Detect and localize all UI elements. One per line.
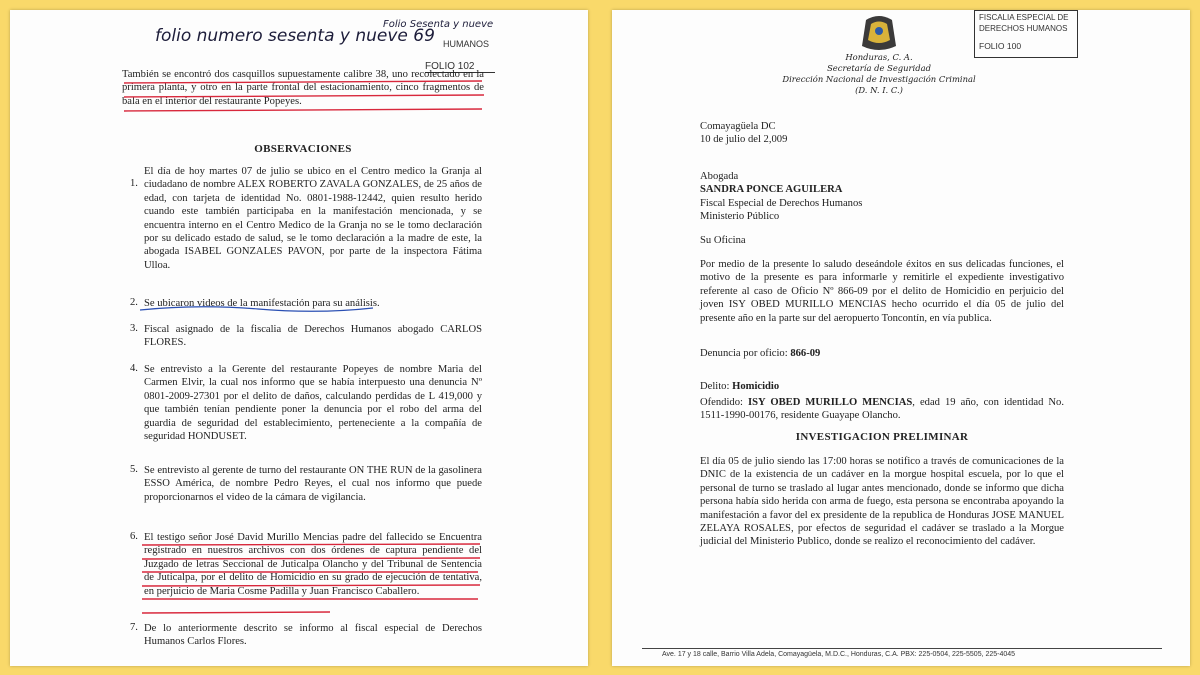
item-7-number: 7. [130, 622, 138, 633]
recipient-institution: Ministerio Público [700, 211, 780, 223]
recipient-name: SANDRA PONCE AGUILERA [700, 184, 843, 196]
item-2-number: 2. [130, 297, 138, 308]
item-4-number: 4. [130, 363, 138, 374]
right-document-page [612, 10, 1190, 666]
left-document-page [10, 10, 588, 666]
folio-stamp-line-1: Folio Sesenta y nueve [383, 19, 494, 30]
investigacion-heading: INVESTIGACION PRELIMINAR [795, 431, 969, 443]
item-6-underlines [140, 532, 485, 618]
item-6-number: 6. [130, 531, 138, 542]
recipient-position: Fiscal Especial de Derechos Humanos [700, 197, 863, 209]
coat-of-arms-icon [856, 10, 902, 52]
footer-rule [642, 648, 1162, 649]
recipient-block [700, 170, 1000, 224]
ofendido-details: , edad 19 año, con identidad No. 1511-1990-00176, residente Guayape Olancho. [700, 397, 1064, 422]
date-line: 10 de julio del 2,009 [700, 134, 788, 145]
handwritten-folio-note: folio numero sesenta y nueve 69 [155, 26, 435, 46]
intro-letter-paragraph: Por medio de la presente lo saludo deseándole éxitos en sus delicadas funciones, el motivo de la presente es para informarle y remitirle el expediente investigativo referente al caso de Oficio Nº 866-09 por el delito de Homicidio en perjuicio del joven ISY OBED MURILLO MENCIAS hecho ocurrido el día 05 de julio del presente año en la parte sur del aeropuerto Toncontín, en vía publica. [700, 259, 1064, 324]
investigation-paragraph: El día 05 de julio siendo las 17:00 horas se notifico a través de comunicaciones de la DNIC de la existencia de un cadáver en la morgue hospital escuela, por lo que el personal de turno se traslado al lugar antes mencionado, donde se informo que dicha persona había sido herida con arma de fuego, esta persona se encontraba apoyando la manifestación a favor del ex presidente de la republica de Honduras JOSE MANUEL ZELAYA ROSALES, por efectos de seguridad el cadáver se traslado a la Morgue judicial del Ministerio Publico, donde se realizo el reconocimiento del cadáver. [700, 456, 1064, 548]
denuncia-line [700, 347, 820, 360]
item-1-text: El día de hoy martes 07 de julio se ubico en el Centro medico la Granja al ciudadano de nombre ALEX ROBERTO ZAVALA GONZALES, de 25 años de edad, con tarjeta de identidad No. 0801-1988-12442, quien resulto herido cuando este también participaba en la manifestación mencionada, y se encuentra interno en el Centro Medico de la Granja no se le tomo declaración por su delicado estado de salud, se le tomo declaración a la madre de este, la abogada ISABEL GONZALES PAVON, por parte de la inspectora Fátima Ulloa. [144, 166, 482, 271]
folio-stamp-right-line-2: DERECHOS HUMANOS [979, 24, 1068, 33]
folio-stamp-line-2: HUMANOS [443, 39, 490, 49]
denuncia-value: 866-09 [790, 348, 821, 359]
place-line: Comayagüela DC [700, 121, 776, 132]
folio-stamp-right [974, 10, 1078, 58]
ofendido-paragraph [700, 396, 1064, 423]
item-1-number: 1. [130, 178, 138, 189]
item-5-text: Se entrevisto al gerente de turno del restaurante ON THE RUN de la gasolinera ESSO América, de nombre Pedro Reyes, el cual nos informo que puede proporcionarnos el video de la cámara de vigilancia. [144, 465, 482, 503]
observaciones-heading: OBSERVACIONES [254, 143, 352, 155]
item-7-text: De lo anteriormente descrito se informo al fiscal especial de Derechos Humanos Carlos Flores. [144, 623, 482, 648]
denuncia-label: Denuncia por oficio: [700, 348, 788, 359]
delito-value: Homicidio [732, 381, 780, 392]
folio-stamp-right-line-1: FISCALIA ESPECIAL DE [979, 13, 1069, 22]
folio-stamp-right-line-3: FOLIO 100 [979, 41, 1022, 51]
ofendido-label: Ofendido: [700, 397, 743, 408]
folio-stamp [380, 16, 500, 76]
footer-address: Ave. 17 y 18 calle, Barrio Villa Adela, Comayagüela, M.D.C., Honduras, C.A. PBX: 225-0504, 225-5505, 225-4045 [662, 651, 1016, 658]
letterhead-line-2: Secretaría de Seguridad [827, 63, 931, 73]
delito-line [700, 380, 779, 393]
su-oficina: Su Oficina [700, 235, 746, 246]
item-4-text: Se entrevisto a la Gerente del restaurante Popeyes de nombre Maria del Carmen Elvir, la cual nos informo que se había interpuesto una denuncia Nº 0801-2009-27301 por el delito de daños, calculando perdidas de L 419,000 y que también tenían pendiente poner la denuncia por el robo del arma del guardia de seguridad del establecimiento, perteneciente a la compañía de seguridad HONDUSET. [144, 364, 482, 443]
folio-stamp-line-3: FOLIO 102 [425, 61, 495, 73]
item-2-underline [138, 300, 378, 314]
letterhead-line-3: Dirección Nacional de Investigación Criminal [782, 74, 976, 84]
letterhead-line-4: (D. N. I. C.) [855, 85, 903, 95]
intro-underlines [122, 70, 492, 120]
recipient-title: Abogada [700, 171, 739, 182]
item-3-text: Fiscal asignado de la fiscalia de Derechos Humanos abogado CARLOS FLORES. [144, 324, 482, 349]
item-3-number: 3. [130, 323, 138, 334]
letterhead [742, 52, 1016, 96]
intro-paragraph: También se encontró dos casquillos supuestamente calibre 38, uno recolectado en la primera planta, y otro en la parte frontal del estacionamiento, cinco fragmentos de bala en el interior del restaurante Popeyes. [122, 69, 484, 107]
item-6-text: El testigo señor José David Murillo Mencias padre del fallecido se Encuentra registrado en nuestros archivos con dos órdenes de captura pendiente del Juzgado de letras Seccional de Juticalpa Olancho y del Tribunal de Sentencia de Juticalpa, por el delito de Homicidio en su grado de ejecución de tentativa, en perjuicio de Maria Cosme Padilla y Juan Francisco Caballero. [144, 532, 482, 597]
letterhead-line-1: Honduras, C. A. [845, 52, 913, 62]
item-2-text: Se ubicaron videos de la manifestación para su análisis. [144, 298, 380, 309]
ofendido-name: ISY OBED MURILLO MENCIAS [748, 397, 913, 408]
delito-label: Delito: [700, 381, 730, 392]
item-5-number: 5. [130, 464, 138, 475]
